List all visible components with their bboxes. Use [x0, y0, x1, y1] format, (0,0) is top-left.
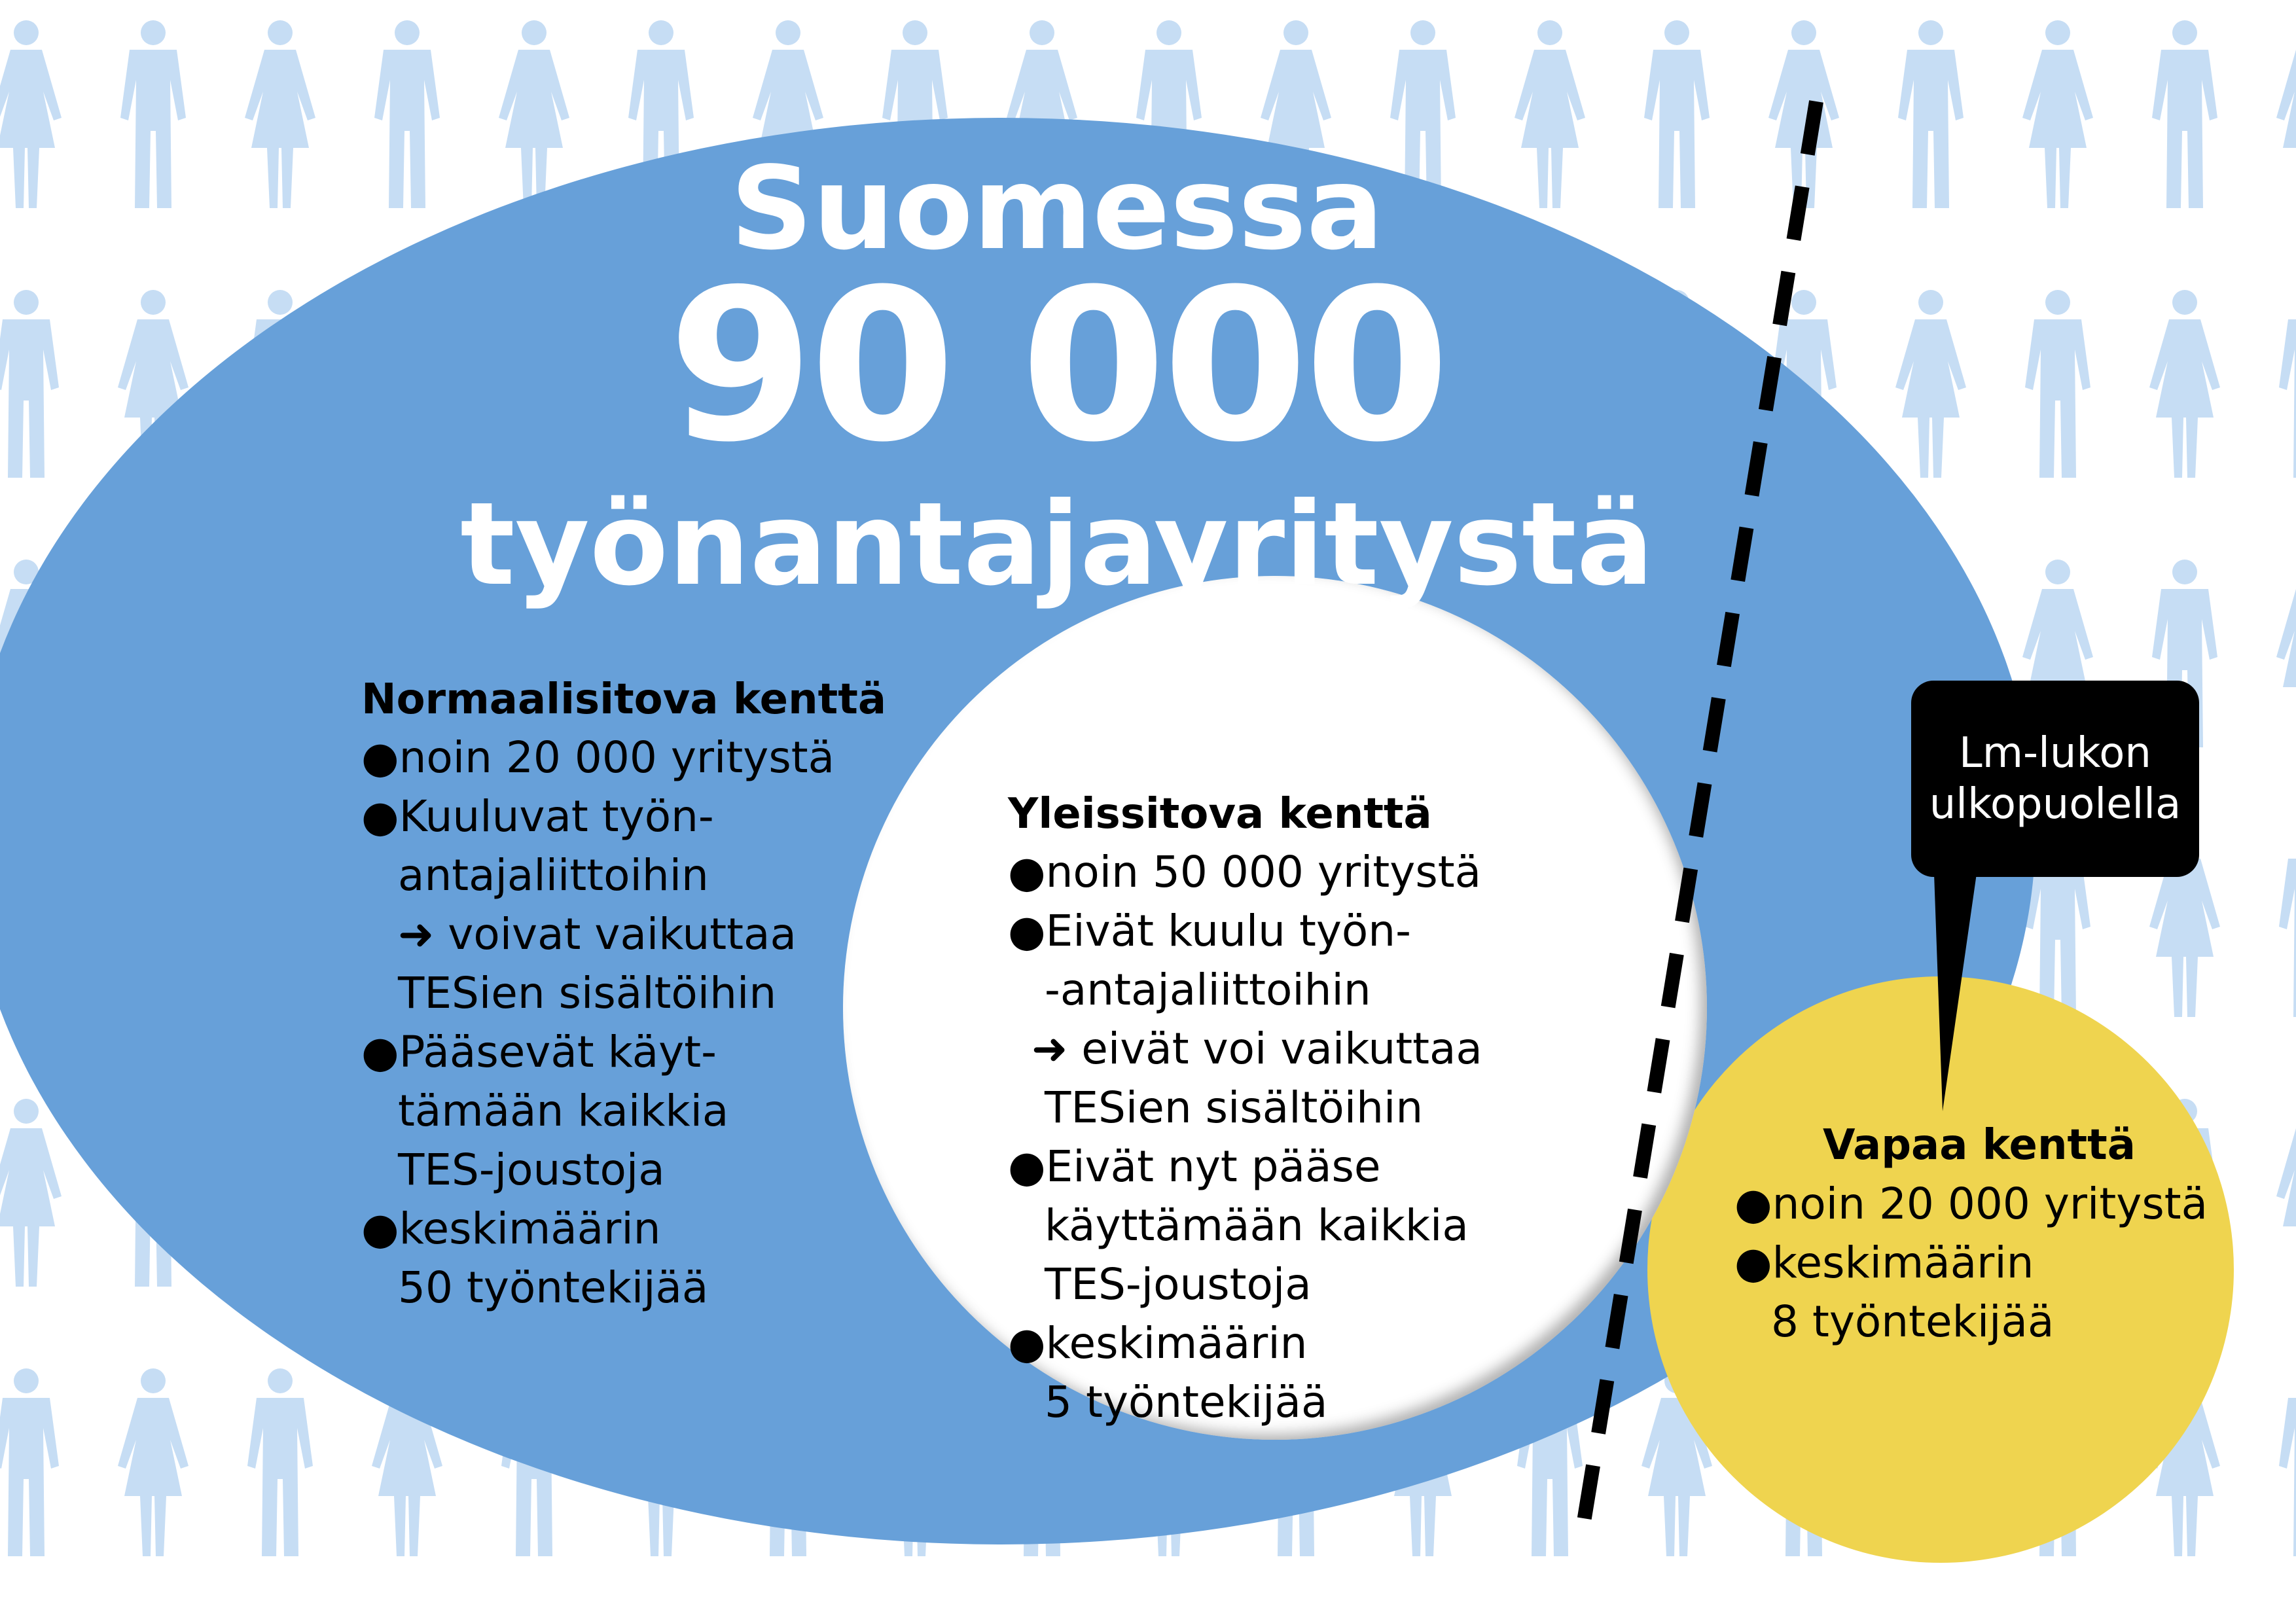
callout-line: ulkopuolella	[1929, 780, 2181, 829]
yleissitova-section	[1008, 785, 1482, 1432]
yleissitova-line: ➜ eivät voi vaikuttaa	[1031, 1024, 1482, 1074]
yleissitova-line: ●noin 50 000 yritystä	[1008, 847, 1482, 897]
vapaa-line: 8 työntekijää	[1771, 1296, 2054, 1347]
normaalisitova-line: TESien sisältöihin	[398, 968, 777, 1018]
yleissitova-line: TES-joustoja	[1045, 1259, 1312, 1310]
normaalisitova-line: ●keskimäärin	[361, 1204, 661, 1254]
yleissitova-line: ●Eivät nyt pääse	[1008, 1141, 1381, 1192]
normaalisitova-line: TES-joustoja	[398, 1145, 665, 1195]
vapaa-line: ●keskimäärin	[1734, 1238, 2034, 1288]
callout-line: Lm-lukon	[1959, 729, 2151, 777]
vapaa-heading: Vapaa kenttä	[1823, 1121, 2136, 1169]
yleissitova-line: -antajaliittoihin	[1045, 965, 1371, 1015]
title-line1: Suomessa	[730, 143, 1384, 276]
normaalisitova-heading: Normaalisitova kenttä	[361, 675, 886, 724]
normaalisitova-line: ●Kuuluvat työn-	[361, 791, 714, 842]
vapaa-line: ●noin 20 000 yritystä	[1734, 1179, 2208, 1229]
yleissitova-line: ●keskimäärin	[1008, 1318, 1308, 1368]
yleissitova-line: TESien sisältöihin	[1045, 1082, 1424, 1133]
normaalisitova-line: tämään kaikkia	[398, 1086, 729, 1136]
title-line3: työnantajayritystä	[460, 478, 1654, 611]
yleissitova-line: 5 työntekijää	[1045, 1377, 1328, 1427]
yleissitova-line: käyttämään kaikkia	[1045, 1200, 1469, 1251]
normaalisitova-line: antajaliittoihin	[398, 850, 709, 901]
normaalisitova-line: ●noin 20 000 yritystä	[361, 732, 835, 783]
normaalisitova-section	[361, 671, 886, 1317]
normaalisitova-line: 50 työntekijää	[398, 1262, 709, 1313]
normaalisitova-line: ➜ voivat vaikuttaa	[398, 909, 797, 959]
title-number: 90 000	[668, 245, 1446, 488]
callout-text	[1911, 728, 2199, 830]
vapaa-section	[1734, 1116, 2208, 1351]
yleissitova-line: ●Eivät kuulu työn-	[1008, 906, 1411, 956]
yleissitova-heading: Yleissitova kenttä	[1008, 790, 1432, 838]
normaalisitova-line: ●Pääsevät käyt-	[361, 1027, 717, 1077]
